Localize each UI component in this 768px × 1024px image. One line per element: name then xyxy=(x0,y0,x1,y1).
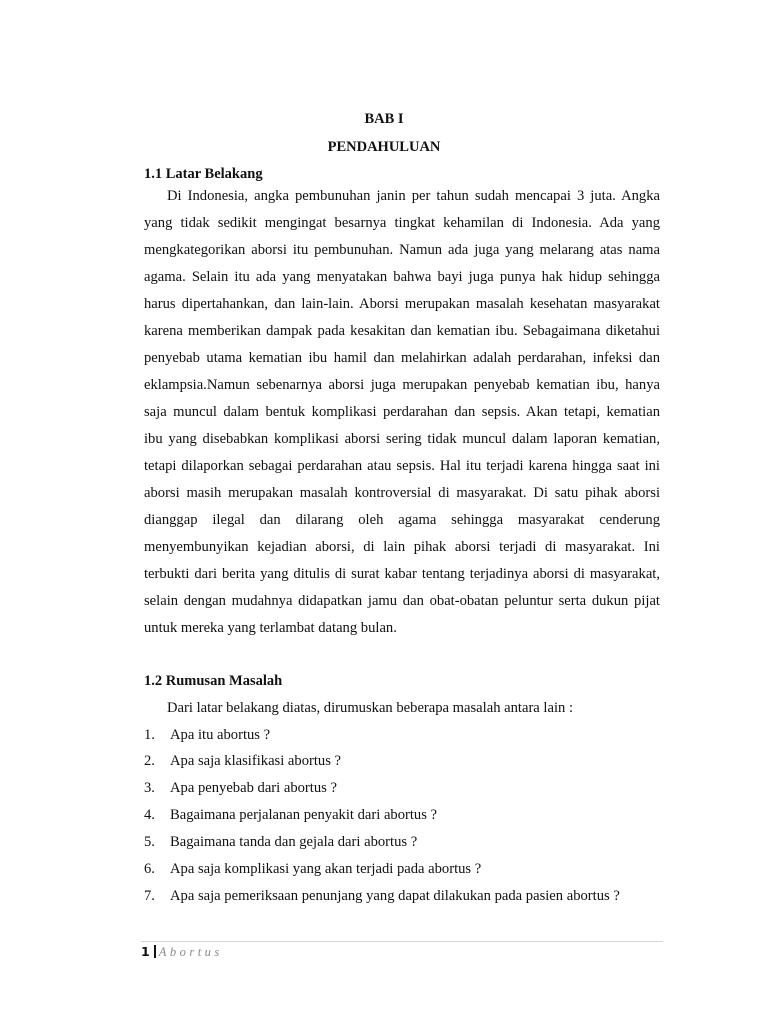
list-number: 1. xyxy=(144,727,155,743)
section-heading-rumusan-masalah: 1.2 Rumusan Masalah xyxy=(144,673,283,689)
list-number: 4. xyxy=(144,807,155,823)
paragraph-line: aborsi masih merupakan masalah kontroversial di masyarakat. Di satu pihak aborsi xyxy=(144,485,660,501)
paragraph-line: untuk mereka yang terlambat datang bulan. xyxy=(144,620,397,636)
list-number: 6. xyxy=(144,861,155,877)
paragraph-line: tetapi dilaporkan sebagai perdarahan atau sepsis. Hal itu terjadi karena hingga saat ini xyxy=(144,458,660,474)
chapter-label: BAB I xyxy=(364,111,404,127)
paragraph-line: penyebab utama kematian ibu hamil dan melahirkan adalah perdarahan, infeksi dan xyxy=(144,350,660,366)
paragraph-line: ibu yang disebabkan komplikasi aborsi sering tidak muncul dalam laporan kematian, xyxy=(144,431,660,447)
list-text: Apa saja pemeriksaan penunjang yang dapat dilakukan pada pasien abortus ? xyxy=(170,888,620,904)
list-text: Apa itu abortus ? xyxy=(170,727,271,743)
paragraph-line: saja muncul dalam bentuk komplikasi perdarahan dan sepsis. Akan tetapi, kematian xyxy=(144,404,660,420)
paragraph-line: eklampsia.Namun sebenarnya aborsi juga merupakan penyebab kematian ibu, hanya xyxy=(144,377,660,393)
paragraph-line: menyembunyikan kejadian aborsi, di lain pihak aborsi terjadi di masyarakat. Ini xyxy=(144,539,660,555)
paragraph-line: Di Indonesia, angka pembunuhan janin per tahun sudah mencapai 3 juta. Angka xyxy=(167,188,660,204)
chapter-title: PENDAHULUAN xyxy=(327,139,441,155)
section-heading-latar-belakang: 1.1 Latar Belakang xyxy=(144,166,263,182)
footer-title: Abortus xyxy=(158,945,223,959)
list-number: 5. xyxy=(144,834,155,850)
paragraph-line: selain dengan mudahnya didapatkan jamu dan obat-obatan peluntur serta dukun pijat xyxy=(144,593,660,609)
list-text: Bagaimana tanda dan gejala dari abortus ? xyxy=(170,834,418,850)
list-number: 3. xyxy=(144,780,155,796)
page-footer xyxy=(141,944,223,960)
paragraph-line: yang tidak sedikit mengingat besarnya tingkat kehamilan di Indonesia. Ada yang xyxy=(144,215,660,231)
paragraph-line: terbukti dari berita yang ditulis di surat kabar tentang terjadinya aborsi di masyarakat, xyxy=(144,566,660,582)
list-text: Apa penyebab dari abortus ? xyxy=(170,780,337,796)
problem-intro: Dari latar belakang diatas, dirumuskan beberapa masalah antara lain : xyxy=(167,700,574,716)
background-paragraph xyxy=(144,183,660,642)
footer-divider xyxy=(141,941,663,942)
list-text: Apa saja komplikasi yang akan terjadi pada abortus ? xyxy=(170,861,482,877)
paragraph-line: karena memberikan dampak pada kesakitan dan kematian ibu. Sebagaimana diketahui xyxy=(144,323,660,339)
paragraph-line: harus dipertahankan, dan lain-lain. Aborsi merupakan masalah kesehatan masyarakat xyxy=(144,296,660,312)
paragraph-line: dianggap ilegal dan dilarang oleh agama sehingga masyarakat cenderung xyxy=(144,512,660,528)
list-text: Bagaimana perjalanan penyakit dari abortus ? xyxy=(170,807,438,823)
paragraph-line: agama. Selain itu ada yang menyatakan bahwa bayi juga punya hak hidup sehingga xyxy=(144,269,660,285)
list-number: 2. xyxy=(144,753,155,769)
list-number: 7. xyxy=(144,888,155,904)
page-number: 1 xyxy=(141,944,150,959)
list-text: Apa saja klasifikasi abortus ? xyxy=(170,753,342,769)
paragraph-line: mengkategorikan aborsi itu pembunuhan. Namun ada juga yang melarang atas nama xyxy=(144,242,660,258)
footer-separator xyxy=(154,945,156,958)
